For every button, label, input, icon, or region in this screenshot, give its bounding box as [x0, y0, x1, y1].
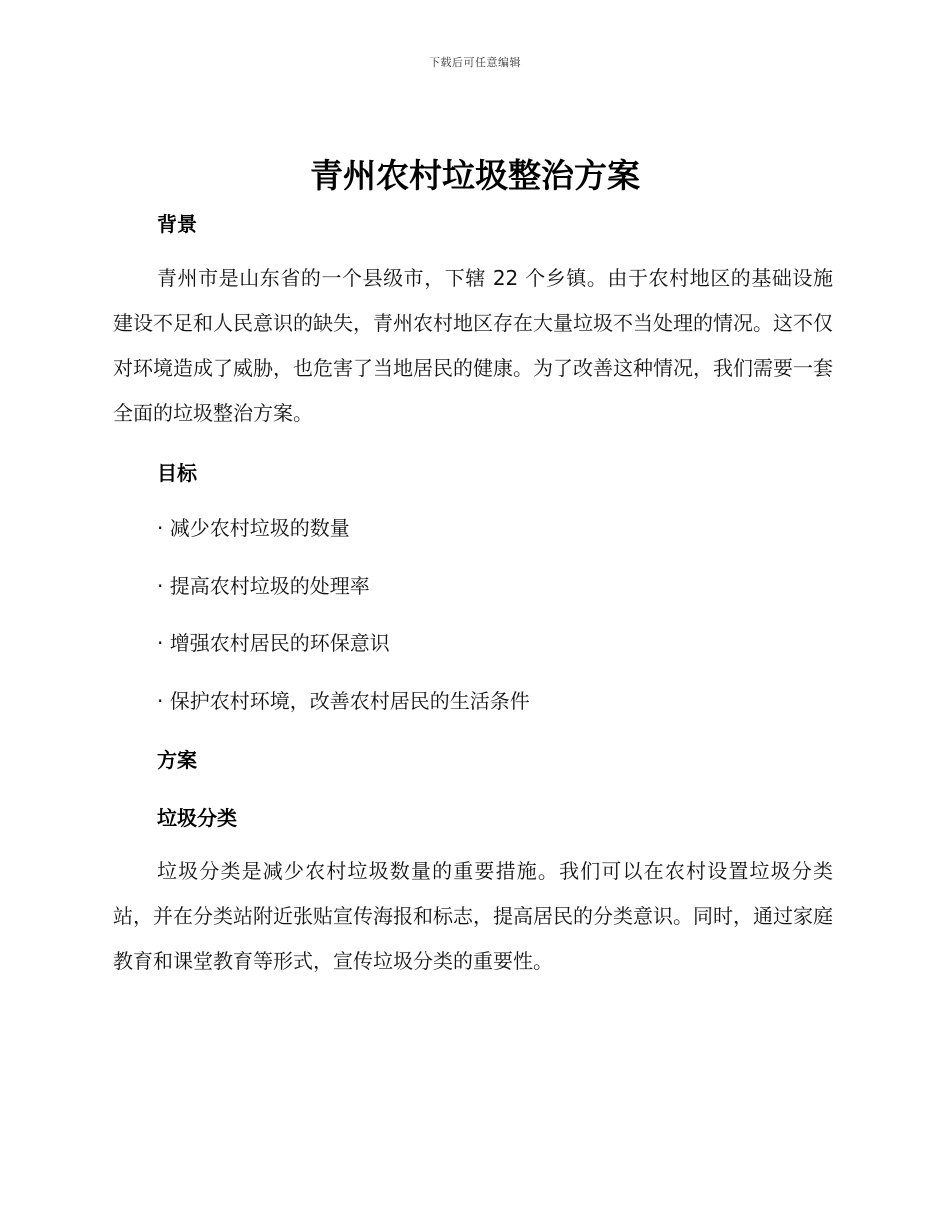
sorting-paragraph: 垃圾分类是减少农村垃圾数量的重要措施。我们可以在农村设置垃圾分类站，并在分类站附近张贴宣传海报和标志，提高居民的分类意识。同时，通过家庭教育和课堂教育等形式，宣传垃圾分类的重要性。: [113, 859, 833, 973]
background-heading: 背景: [157, 212, 197, 236]
goal-item: · 保护农村环境，改善农村居民的生活条件: [157, 688, 530, 713]
sorting-subheading: 垃圾分类: [157, 806, 237, 830]
background-paragraph: 青州市是山东省的一个县级市，下辖 22 个乡镇。由于农村地区的基础设施建设不足和人民意识的缺失，青州农村地区存在大量垃圾不当处理的情况。这不仅对环境造成了威胁，也危害了当地居民的健康。为了改善这种情况，我们需要一套全面的垃圾整治方案。: [113, 266, 833, 425]
goal-item: · 减少农村垃圾的数量: [157, 516, 350, 540]
plan-heading: 方案: [157, 748, 197, 772]
goals-heading: 目标: [157, 461, 197, 485]
header-note: 下载后可任意编辑: [429, 56, 521, 69]
goal-item: · 提高农村垃圾的处理率: [157, 573, 370, 598]
goals-list: [157, 511, 530, 741]
goal-item: · 增强农村居民的环保意识: [157, 631, 390, 655]
page-title: 青州农村垃圾整治方案: [310, 156, 640, 195]
